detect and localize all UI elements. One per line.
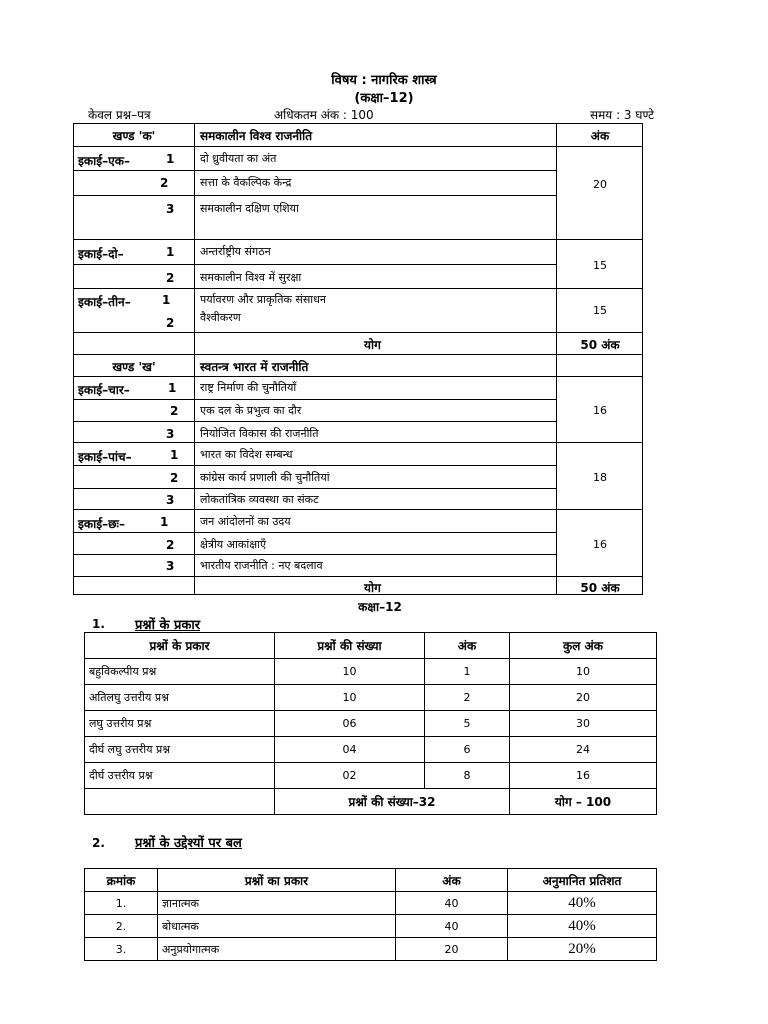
- count-cell: 06: [275, 711, 425, 737]
- table-row: [85, 711, 657, 737]
- total-cell: 10: [510, 659, 657, 685]
- percent-cell: 40%: [508, 892, 657, 915]
- count-cell: 10: [275, 685, 425, 711]
- header-cell: कुल अंक: [510, 633, 657, 659]
- topic: सत्ता के वैकल्पिक केन्द्र: [200, 176, 292, 189]
- serial-cell: 1.: [85, 892, 158, 915]
- unit-5-num-3: 3: [166, 493, 175, 507]
- marks-cell: 6: [425, 737, 510, 763]
- unit-5-marks: 18: [593, 471, 607, 484]
- syllabus-table: [73, 123, 643, 595]
- unit-5-label: इकाई–पांच–: [78, 450, 132, 464]
- max-marks-label: अधिकतम अंक : 100: [274, 108, 374, 122]
- subject-title: विषय : नागरिक शास्त्र: [331, 73, 437, 88]
- marks-cell: 40: [396, 892, 508, 915]
- header-cell: क्रमांक: [85, 869, 158, 892]
- marks-cell: 20: [396, 938, 508, 961]
- topic: एक दल के प्रभुत्व का दौर: [200, 404, 302, 417]
- unit-3-num-2: 2: [166, 316, 175, 330]
- unit-6-num-2: 2: [166, 538, 175, 552]
- unit-2-num-2: 2: [166, 271, 175, 285]
- serial-cell: 3.: [85, 938, 158, 961]
- type-cell: अनुप्रयोगात्मक: [158, 938, 396, 961]
- topic: दो ध्रुवीयता का अंत: [200, 152, 277, 165]
- unit-4-num-2: 2: [170, 404, 179, 418]
- unit-2-marks: 15: [593, 259, 607, 272]
- table-row: [85, 915, 657, 938]
- unit-1-num-2: 2: [160, 176, 169, 190]
- question-types-table: [84, 632, 657, 815]
- total-b-label: योग: [364, 581, 381, 595]
- part-a-title: समकालीन विश्व राजनीति: [200, 129, 313, 143]
- header-cell: प्रश्नों का प्रकार: [158, 869, 396, 892]
- section-1-num: 1.: [92, 617, 105, 631]
- grand-total: योग – 100: [510, 789, 657, 815]
- type-cell: दीर्घ उत्तरीय प्रश्न: [85, 763, 275, 789]
- unit-4-label: इकाई–चार–: [78, 383, 130, 397]
- topic: वैश्वीकरण: [200, 311, 241, 324]
- section-2-title: प्रश्नों के उद्देश्यों पर बल: [135, 836, 242, 851]
- section-2-num: 2.: [92, 836, 105, 850]
- type-cell: बोधात्मक: [158, 915, 396, 938]
- unit-2-label: इकाई–दो–: [78, 247, 124, 261]
- table-row: [85, 685, 657, 711]
- class-label: कक्षा–12: [358, 600, 402, 614]
- unit-5-num-1: 1: [170, 448, 179, 462]
- table-row: [85, 938, 657, 961]
- unit-6-num-3: 3: [166, 559, 175, 573]
- topic: राष्ट्र निर्माण की चुनौतियाँ: [200, 381, 297, 394]
- unit-1-num-1: 1: [166, 152, 175, 166]
- unit-4-num-3: 3: [166, 427, 175, 441]
- topic: जन आंदोलनों का उदय: [200, 515, 291, 528]
- part-b-label: खण्ड 'ख': [112, 360, 156, 374]
- unit-1-label: इकाई–एक–: [78, 154, 130, 168]
- unit-5-num-2: 2: [170, 471, 179, 485]
- table-row: [85, 737, 657, 763]
- type-cell: ज्ञानात्मक: [158, 892, 396, 915]
- unit-3-marks: 15: [593, 304, 607, 317]
- total-cell: 30: [510, 711, 657, 737]
- unit-3-num-1: 1: [162, 293, 171, 307]
- class-title: (कक्षा–12): [354, 91, 414, 106]
- marks-cell: 40: [396, 915, 508, 938]
- unit-6-marks: 16: [593, 538, 607, 551]
- unit-1-marks: 20: [593, 178, 607, 191]
- part-b-title: स्वतन्त्र भारत में राजनीति: [200, 360, 309, 374]
- question-count-total: प्रश्नों की संख्या–32: [275, 789, 510, 815]
- unit-1-num-3: 3: [166, 202, 175, 216]
- part-a-label: खण्ड 'क': [112, 129, 156, 143]
- topic: पर्यावरण और प्राकृतिक संसाधन: [200, 293, 326, 306]
- total-cell: 24: [510, 737, 657, 763]
- count-cell: 04: [275, 737, 425, 763]
- section-1-title: प्रश्नों के प्रकार: [135, 618, 201, 633]
- type-cell: दीर्घ लघु उत्तरीय प्रश्न: [85, 737, 275, 763]
- marks-cell: 1: [425, 659, 510, 685]
- percent-cell: 20%: [508, 938, 657, 961]
- time-label: समय : 3 घण्टे: [590, 108, 655, 122]
- unit-4-num-1: 1: [168, 381, 177, 395]
- header-cell: प्रश्नों की संख्या: [275, 633, 425, 659]
- count-cell: 10: [275, 659, 425, 685]
- unit-2-num-1: 1: [166, 245, 175, 259]
- count-cell: 02: [275, 763, 425, 789]
- unit-6-label: इकाई–छः–: [78, 517, 125, 531]
- total-b-marks: 50 अंक: [580, 581, 620, 595]
- header-cell: अंक: [396, 869, 508, 892]
- marks-cell: 5: [425, 711, 510, 737]
- table-row: [85, 659, 657, 685]
- unit-6-num-1: 1: [160, 515, 169, 529]
- marks-cell: 8: [425, 763, 510, 789]
- topic: भारतीय राजनीति : नए बदलाव: [200, 559, 323, 572]
- marks-header: अंक: [590, 129, 610, 143]
- total-cell: 20: [510, 685, 657, 711]
- header-cell: प्रश्नों के प्रकार: [85, 633, 275, 659]
- empty-cell: [85, 789, 275, 815]
- total-a-label: योग: [364, 338, 381, 352]
- topic: लोकतांत्रिक व्यवस्था का संकट: [200, 493, 319, 506]
- table-row: [85, 892, 657, 915]
- topic: अन्तर्राष्ट्रीय संगठन: [200, 245, 271, 258]
- topic: समकालीन विश्व में सुरक्षा: [200, 271, 302, 284]
- header-cell: अंक: [425, 633, 510, 659]
- topic: नियोजित विकास की राजनीति: [200, 427, 319, 440]
- type-cell: बहुविकल्पीय प्रश्न: [85, 659, 275, 685]
- total-a-marks: 50 अंक: [580, 338, 620, 352]
- percent-cell: 40%: [508, 915, 657, 938]
- topic: समकालीन दक्षिण एशिया: [200, 202, 299, 215]
- unit-3-label: इकाई–तीन–: [78, 295, 131, 309]
- type-cell: अतिलघु उत्तरीय प्रश्न: [85, 685, 275, 711]
- serial-cell: 2.: [85, 915, 158, 938]
- total-cell: 16: [510, 763, 657, 789]
- header-cell: अनुमानित प्रतिशत: [508, 869, 657, 892]
- unit-4-marks: 16: [593, 404, 607, 417]
- topic: कांग्रेस कार्य प्रणाली की चुनौतियां: [200, 471, 330, 484]
- objectives-table: [84, 868, 657, 961]
- type-cell: लघु उत्तरीय प्रश्न: [85, 711, 275, 737]
- marks-cell: 2: [425, 685, 510, 711]
- paper-label: केवल प्रश्न–पत्र: [88, 108, 151, 122]
- topic: भारत का विदेश सम्बन्ध: [200, 448, 293, 461]
- table-row: [85, 763, 657, 789]
- topic: क्षेत्रीय आकांक्षाएँ: [200, 538, 267, 551]
